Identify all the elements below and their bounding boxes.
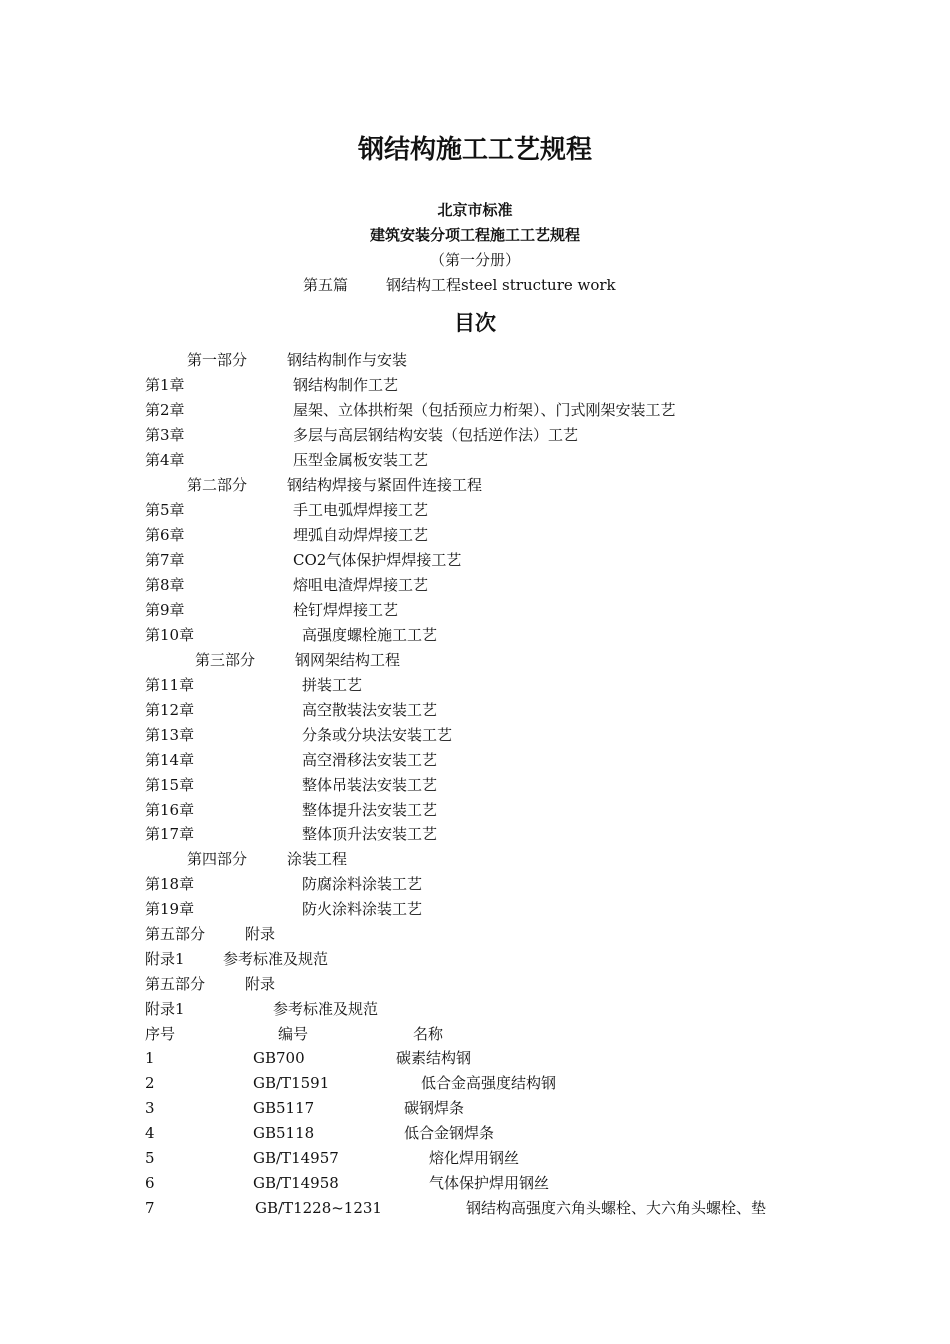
toc-chapter-row (0, 725, 950, 747)
toc-chapter-row (0, 525, 950, 547)
row-name: 碳素结构钢 (396, 1049, 472, 1067)
toc-part-title: 钢结构焊接与紧固件连接工程 (287, 476, 483, 494)
toc-part-title: 钢结构制作与安装 (287, 351, 408, 369)
toc-part-label: 第四部分 (187, 850, 248, 868)
row-no: 1 (145, 1049, 155, 1067)
table-row (0, 1098, 950, 1120)
table-row (0, 1148, 950, 1170)
toc-part-row (0, 475, 950, 497)
row-code: GB/T14958 (253, 1174, 339, 1192)
toc-chapter-label: 第3章 (145, 426, 185, 444)
toc-chapter-title: 埋弧自动焊焊接工艺 (293, 526, 429, 544)
toc-chapter-label: 第19章 (145, 900, 195, 918)
toc-chapter-label: 第15章 (145, 776, 195, 794)
row-name: 低合金钢焊条 (404, 1124, 495, 1142)
toc-chapter-title: 多层与高层钢结构安装（包括逆作法）工艺 (293, 426, 579, 444)
toc-chapter-label: 第14章 (145, 751, 195, 769)
toc-chapter-title: 压型金属板安装工艺 (293, 451, 429, 469)
toc-chapter-title: 整体吊装法安装工艺 (302, 776, 438, 794)
toc-part-label: 第五部分 (145, 925, 206, 943)
toc-chapter-label: 第7章 (145, 551, 185, 569)
toc-chapter-row (0, 600, 950, 622)
row-no: 6 (145, 1174, 155, 1192)
toc-chapter-row (0, 750, 950, 772)
toc-chapter-label: 第2章 (145, 401, 185, 419)
toc-chapter-title: 分条或分块法安装工艺 (302, 726, 453, 744)
toc-heading: 目次 (454, 311, 496, 335)
toc-chapter-row (0, 425, 950, 447)
toc-part-label: 第二部分 (187, 476, 248, 494)
row-code: GB5118 (253, 1124, 315, 1142)
toc-chapter-title: 熔咀电渣焊焊接工艺 (293, 576, 429, 594)
toc-part-row (0, 849, 950, 871)
appendix-part-label: 第五部分 (145, 975, 206, 993)
toc-chapter-title: 钢结构制作工艺 (293, 376, 399, 394)
row-no: 2 (145, 1074, 155, 1092)
series-title: 建筑安装分项工程施工工艺规程 (369, 226, 580, 244)
toc-part-label: 第一部分 (187, 351, 248, 369)
toc-chapter-label: 第6章 (145, 526, 185, 544)
toc-chapter-row (0, 675, 950, 697)
toc-chapter-row (0, 500, 950, 522)
part-label: 第五篇 (303, 276, 349, 294)
toc-chapter-title: 防火涂料涂装工艺 (302, 900, 423, 918)
appendix-part-row (0, 974, 950, 996)
toc-part-row (0, 650, 950, 672)
table-row (0, 1073, 950, 1095)
toc-chapter-row (0, 775, 950, 797)
row-name: 钢结构高强度六角头螺栓、大六角头螺栓、垫 (466, 1199, 767, 1217)
row-name: 气体保护焊用钢丝 (429, 1174, 550, 1192)
toc-chapter-label: 第1章 (145, 376, 185, 394)
toc-chapter-label: 第4章 (145, 451, 185, 469)
toc-chapter-row (0, 450, 950, 472)
toc-chapter-title: 手工电弧焊焊接工艺 (293, 501, 429, 519)
row-code: GB700 (253, 1049, 305, 1067)
volume-line: （第一分册） (429, 251, 520, 269)
toc-chapter-row (0, 700, 950, 722)
toc-chapter-row (0, 899, 950, 921)
toc-chapter-row (0, 800, 950, 822)
toc-chapter-title: 整体提升法安装工艺 (302, 801, 438, 819)
toc-chapter-row (0, 575, 950, 597)
table-row (0, 1048, 950, 1070)
toc-chapter-title: 拼装工艺 (302, 676, 363, 694)
toc-chapter-label: 第17章 (145, 825, 195, 843)
row-no: 5 (145, 1149, 155, 1167)
appendix-part-title: 附录 (245, 975, 276, 993)
toc-appendix-title: 参考标准及规范 (223, 950, 329, 968)
header-name: 名称 (413, 1025, 444, 1043)
document-title: 钢结构施工工艺规程 (357, 135, 592, 165)
toc-chapter-label: 第9章 (145, 601, 185, 619)
row-name: 熔化焊用钢丝 (429, 1149, 520, 1167)
toc-chapter-row (0, 550, 950, 572)
row-name: 碳钢焊条 (404, 1099, 465, 1117)
table-row (0, 1198, 950, 1220)
toc-chapter-row (0, 375, 950, 397)
table-row (0, 1123, 950, 1145)
toc-part-row (0, 924, 950, 946)
row-no: 4 (145, 1124, 155, 1142)
toc-chapter-title: 高空散装法安装工艺 (302, 701, 438, 719)
toc-chapter-title: 高强度螺栓施工工艺 (302, 626, 438, 644)
appendix-label: 附录1 (145, 1000, 185, 1018)
row-no: 7 (145, 1199, 155, 1217)
toc-part-label: 第三部分 (195, 651, 256, 669)
toc-chapter-title: 栓钉焊焊接工艺 (293, 601, 399, 619)
toc-part-title: 涂装工程 (287, 850, 348, 868)
toc-chapter-label: 第16章 (145, 801, 195, 819)
toc-chapter-title: 防腐涂料涂装工艺 (302, 875, 423, 893)
toc-part-row (0, 350, 950, 372)
toc-chapter-label: 第12章 (145, 701, 195, 719)
row-code: GB/T1228~1231 (255, 1199, 382, 1217)
toc-chapter-label: 第11章 (145, 676, 195, 694)
toc-chapter-title: 高空滑移法安装工艺 (302, 751, 438, 769)
standards-table-header (0, 1024, 950, 1046)
row-code: GB5117 (253, 1099, 315, 1117)
toc-chapter-title: 屋架、立体拱桁架（包括预应力桁架）、门式刚架安装工艺 (293, 401, 676, 419)
row-name: 低合金高强度结构钢 (421, 1074, 557, 1092)
appendix-title-row (0, 999, 950, 1021)
toc-appendix-label: 附录1 (145, 950, 185, 968)
toc-chapter-row (0, 824, 950, 846)
toc-chapter-label: 第8章 (145, 576, 185, 594)
toc-chapter-label: 第13章 (145, 726, 195, 744)
toc-chapter-row (0, 874, 950, 896)
toc-chapter-row (0, 625, 950, 647)
toc-chapter-label: 第5章 (145, 501, 185, 519)
row-no: 3 (145, 1099, 155, 1117)
row-code: GB/T1591 (253, 1074, 330, 1092)
row-code: GB/T14957 (253, 1149, 339, 1167)
toc-chapter-row (0, 400, 950, 422)
header-code: 编号 (278, 1025, 309, 1043)
publisher-line: 北京市标准 (437, 201, 513, 219)
toc-part-title: 钢网架结构工程 (295, 651, 401, 669)
toc-chapter-label: 第18章 (145, 875, 195, 893)
toc-chapter-label: 第10章 (145, 626, 195, 644)
header-no: 序号 (145, 1025, 176, 1043)
appendix-title: 参考标准及规范 (273, 1000, 379, 1018)
toc-part-title: 附录 (245, 925, 276, 943)
toc-chapter-title: CO2气体保护焊焊接工艺 (293, 551, 462, 569)
part-title: 钢结构工程steel structure work (386, 276, 616, 294)
toc-appendix-row (0, 949, 950, 971)
toc-chapter-title: 整体顶升法安装工艺 (302, 825, 438, 843)
table-row (0, 1173, 950, 1195)
